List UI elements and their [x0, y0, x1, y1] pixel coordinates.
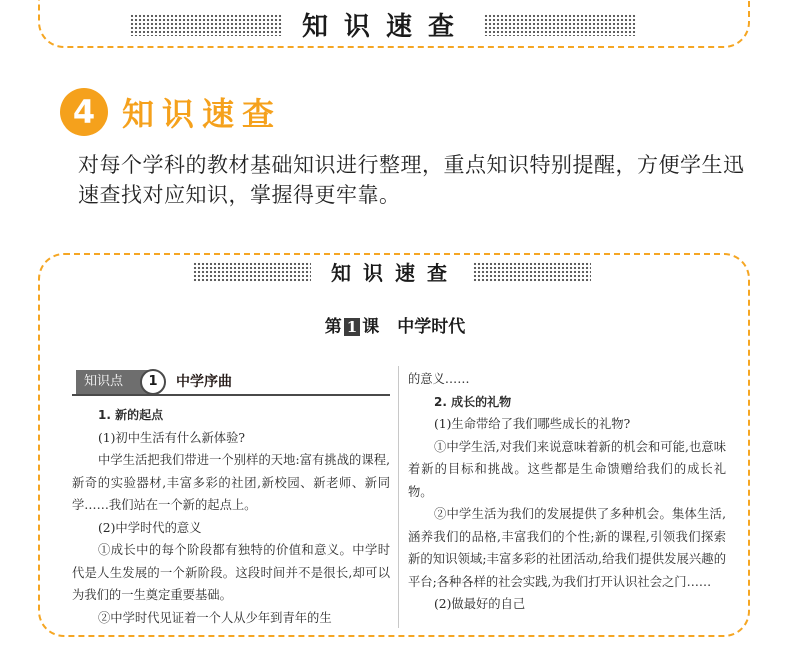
column-divider [398, 366, 399, 628]
text-paragraph: (2)做最好的自己 [434, 597, 526, 611]
text-paragraph: 中学生活把我们带进一个别样的天地:富有挑战的课程,新奇的实验器材,丰富多彩的社团,新校园、新老师、新同学……我们站在一个新的起点上。 [72, 453, 390, 512]
text-paragraph: ①成长中的每个阶段都有独特的价值和意义。中学时代是人生发展的一个新阶段。这段时间并不是很长,却可以为我们的一生奠定重要基础。 [72, 543, 390, 602]
right-column-text [408, 368, 726, 630]
top-banner [130, 6, 636, 43]
dot-pattern-left [193, 262, 311, 282]
text-paragraph: (1)生命带给了我们哪些成长的礼物? [434, 417, 631, 431]
text-paragraph: ①中学生活,对我们来说意味着新的机会和可能,也意味着新的目标和挑战。这些都是生命馈赠给我们的成长礼物。 [408, 439, 726, 499]
sample-banner [193, 257, 591, 286]
text-paragraph: ②中学生活为我们的发展提供了多种机会。集体生活,涵养我们的品格,丰富我们的个性;新的课程,引领我们探索新的知识领域;丰富多彩的社团活动,给我们提供发展兴趣的平台;各种各样的社会实践,为我们打开认识社会之门…… [408, 507, 726, 589]
knowledge-point-tag: 知识点 [76, 370, 157, 394]
knowledge-point-number: 1 [140, 369, 166, 395]
lesson-name: 中学时代 [397, 317, 466, 337]
left-column-text [72, 404, 390, 666]
text-paragraph: (1)初中生活有什么新体验? [98, 430, 245, 445]
subsection-heading: 2. 成长的礼物 [434, 394, 512, 409]
section-heading [60, 88, 282, 136]
dot-pattern-right [484, 14, 636, 36]
intro-paragraph: 对每个学科的教材基础知识进行整理，重点知识特别提醒，方便学生迅速查找对应知识，掌握得更牢靠。 [78, 153, 745, 207]
knowledge-point-title: 中学序曲 [176, 374, 232, 390]
dot-pattern-right [473, 262, 591, 282]
text-paragraph: (2)中学时代的意义 [98, 520, 202, 535]
dot-pattern-left [130, 14, 282, 36]
left-column [72, 368, 390, 666]
lesson-prefix: 第 [324, 317, 342, 337]
section-number-badge: 4 [60, 88, 108, 136]
sample-banner-title: 知识速查 [331, 261, 459, 285]
lesson-suffix: 课 [362, 317, 380, 337]
subsection-heading: 1. 新的起点 [98, 408, 164, 422]
right-column [408, 368, 726, 630]
knowledge-point-bar [72, 368, 390, 396]
lesson-number: 1 [344, 318, 360, 336]
lesson-title [0, 312, 790, 337]
text-paragraph: 的意义…… [408, 372, 470, 386]
section-title: 知识速查 [122, 95, 283, 133]
text-paragraph: ②中学时代见证着一个人从少年到青年的生 [98, 610, 332, 625]
top-banner-title: 知识速查 [302, 12, 471, 42]
